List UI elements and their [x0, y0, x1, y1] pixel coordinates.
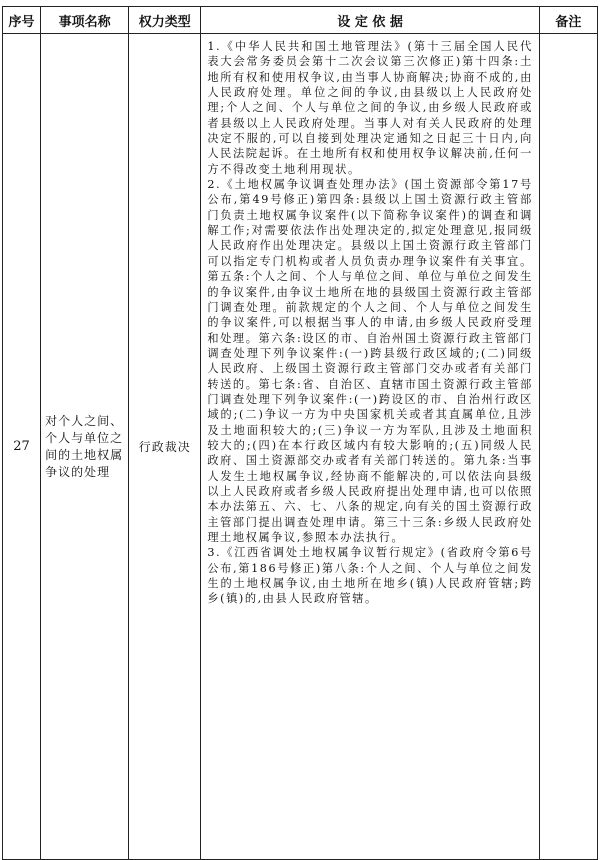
cell-item-name: 对个人之间、个人与单位之间的土地权属争议的处理: [41, 34, 129, 860]
cell-seq: 27: [3, 34, 41, 860]
table-row: [3, 34, 598, 860]
header-note: 备注: [539, 7, 597, 34]
header-item-name: 事项名称: [41, 7, 129, 34]
header-basis: 设 定 依 据: [201, 7, 540, 34]
authority-table: [2, 6, 598, 860]
header-seq: 序号: [3, 7, 41, 34]
basis-paragraph-3: 3.《江西省调处土地权属争议暂行规定》(省政府令第6号公布,第186号修正)第八条:个人之间、个人与单位之间发生的土地权属争议,由土地所在地乡(镇)人民政府管辖;跨乡(镇)的,由县人民政府管辖。: [207, 546, 533, 606]
header-power-type: 权力类型: [129, 7, 201, 34]
cell-basis: [201, 34, 540, 860]
basis-paragraph-1: 1.《中华人民共和国土地管理法》(第十三届全国人民代表大会常务委员会第十二次会议第三次修正)第十四条:土地所有权和使用权争议,由当事人协商解决;协商不成的,由人民政府处理。单位之间的争议,由县级以上人民政府处理;个人之间、个人与单位之间的争议,由乡级人民政府或者县级以上人民政府处理。当事人对有关人民政府的处理决定不服的,可以自接到处理决定通知之日起三十日内,向人民法院起诉。在土地所有权和使用权争议解决前,任何一方不得改变土地利用现状。: [207, 40, 533, 176]
cell-power-type: 行政裁决: [129, 34, 201, 860]
basis-paragraph-2: 2.《土地权属争议调查处理办法》(国土资源部令第17号公布,第49号修正)第四条:县级以上国土资源行政主管部门负责土地权属争议案件(以下简称争议案件)的调查和调解工作;对需要依法作出处理决定的,拟定处理意见,报同级人民政府作出处理决定。县级以上国土资源行政主管部门可以指定专门机构或者人员负责办理争议案件有关事宜。第五条:个人之间、个人与单位之间、单位与单位之间发生的争议案件,由争议土地所在地的县级国土资源行政主管部门调查处理。前款规定的个人之间、个人与单位之间发生的争议案件,可以根据当事人的申请,由乡级人民政府受理和处理。第六条:设区的市、自治州国土资源行政主管部门调查处理下列争议案件:(一)跨县级行政区域的;(二)同级人民政府、上级国土资源行政主管部门交办或者有关部门转送的。第七条:省、自治区、直辖市国土资源行政主管部门调查处理下列争议案件:(一)跨设区的市、自治州行政区域的;(二)争议一方为中央国家机关或者其直属单位,且涉及土地面积较大的;(三)争议一方为军队,且涉及土地面积较大的;(四)在本行政区域内有较大影响的;(五)同级人民政府、国土资源部交办或者有关部门转送的。第九条:当事人发生土地权属争议,经协商不能解决的,可以依法向县级以上人民政府或者乡级人民政府提出处理申请,也可以依照本办法第五、六、七、八条的规定,向有关的国土资源行政主管部门提出调查处理申请。第三十三条:乡级人民政府处理土地权属争议,参照本办法执行。: [207, 178, 533, 544]
cell-note: [539, 34, 597, 860]
table-header-row: [3, 7, 598, 34]
